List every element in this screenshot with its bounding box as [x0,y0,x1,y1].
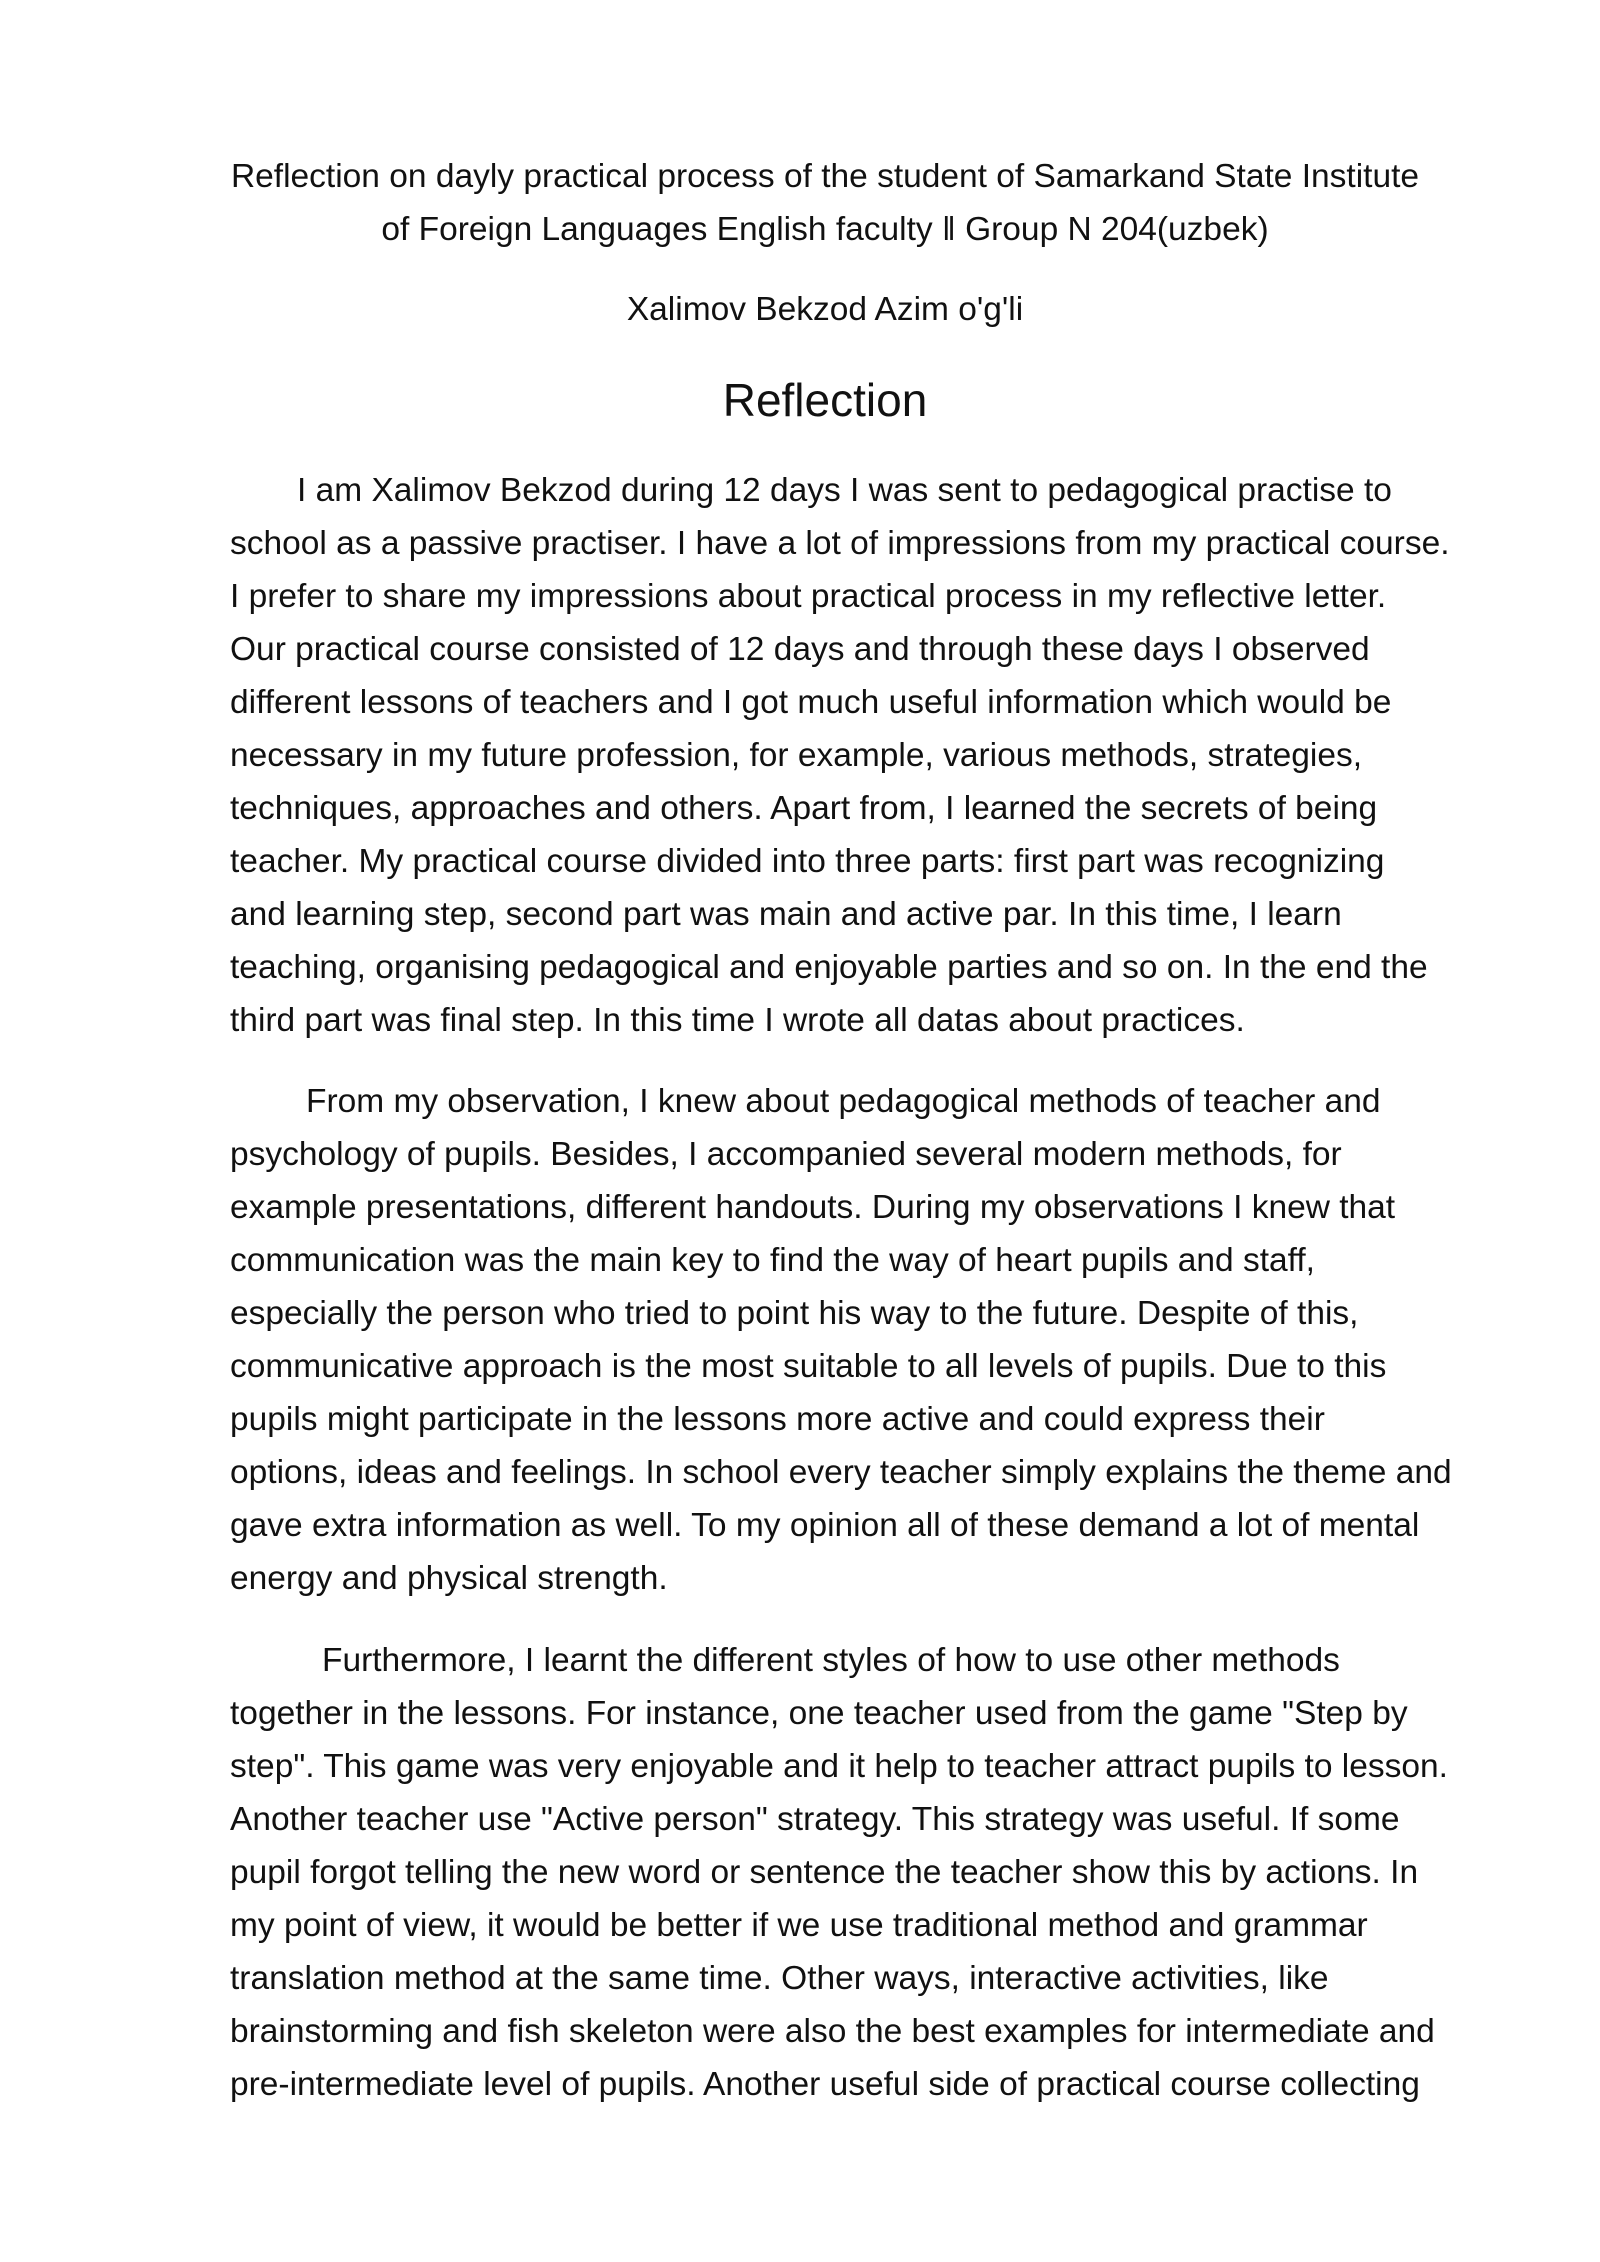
paragraph-line: communication was the main key to find the way of heart pupils and staff, [230,1242,1315,1279]
paragraph-line: gave extra information as well. To my opinion all of these demand a lot of mental [230,1507,1420,1544]
paragraph-line: I prefer to share my impressions about practical process in my reflective letter. [230,578,1387,615]
paragraph-line: teacher. My practical course divided into three parts: first part was recognizing [230,843,1385,880]
paragraph-line: techniques, approaches and others. Apart from, I learned the secrets of being [230,790,1378,827]
paragraph-line: different lessons of teachers and I got much useful information which would be [230,684,1392,721]
paragraph-line: pupils might participate in the lessons more active and could express their [230,1401,1325,1438]
paragraph-line: pupil forgot telling the new word or sentence the teacher show this by actions. In [230,1854,1419,1891]
paragraph-2 [230,1075,1500,1605]
paragraph-3 [230,1634,1500,2111]
paragraph-line: Our practical course consisted of 12 days and through these days I observed [230,631,1370,668]
paragraph-line: energy and physical strength. [230,1560,668,1597]
paragraph-line: psychology of pupils. Besides, I accompanied several modern methods, for [230,1136,1342,1173]
paragraph-line: step". This game was very enjoyable and it help to teacher attract pupils to lesson. [230,1748,1448,1785]
paragraph-1 [230,464,1500,1047]
paragraph-line: options, ideas and feelings. In school every teacher simply explains the theme and [230,1454,1452,1491]
paragraph-line: Furthermore, I learnt the different styles of how to use other methods [322,1642,1340,1679]
paragraph-line: together in the lessons. For instance, one teacher used from the game "Step by [230,1695,1408,1732]
paragraph-line: my point of view, it would be better if we use traditional method and grammar [230,1907,1368,1944]
paragraph-line: teaching, organising pedagogical and enjoyable parties and so on. In the end the [230,949,1428,986]
paragraph-line: I am Xalimov Bekzod during 12 days I was sent to pedagogical practise to [297,472,1392,509]
paragraph-line: third part was final step. In this time I wrote all datas about practices. [230,1002,1245,1039]
paragraph-line: translation method at the same time. Other ways, interactive activities, like [230,1960,1329,1997]
author-name: Xalimov Bekzod Azim o'g'li [626,291,1024,328]
heading-line: Reflection on dayly practical process of the student of Samarkand State Institute [230,158,1420,195]
document-title: Reflection [722,374,928,426]
paragraph-line: From my observation, I knew about pedagogical methods of teacher and [306,1083,1381,1120]
document-heading [180,150,1470,256]
paragraph-line: example presentations, different handouts. During my observations I knew that [230,1189,1396,1226]
paragraph-line: necessary in my future profession, for example, various methods, strategies, [230,737,1363,774]
paragraph-line: school as a passive practiser. I have a lot of impressions from my practical course. [230,525,1450,562]
paragraph-line: especially the person who tried to point his way to the future. Despite of this, [230,1295,1359,1332]
heading-line: of Foreign Languages English faculty ǁ Group N 204(uzbek) [381,211,1269,248]
paragraph-line: Another teacher use "Active person" strategy. This strategy was useful. If some [230,1801,1400,1838]
paragraph-line: and learning step, second part was main and active par. In this time, I learn [230,896,1342,933]
paragraph-line: pre-intermediate level of pupils. Another useful side of practical course collecting [230,2066,1420,2103]
paragraph-line: brainstorming and fish skeleton were also the best examples for intermediate and [230,2013,1435,2050]
paragraph-line: communicative approach is the most suitable to all levels of pupils. Due to this [230,1348,1387,1385]
